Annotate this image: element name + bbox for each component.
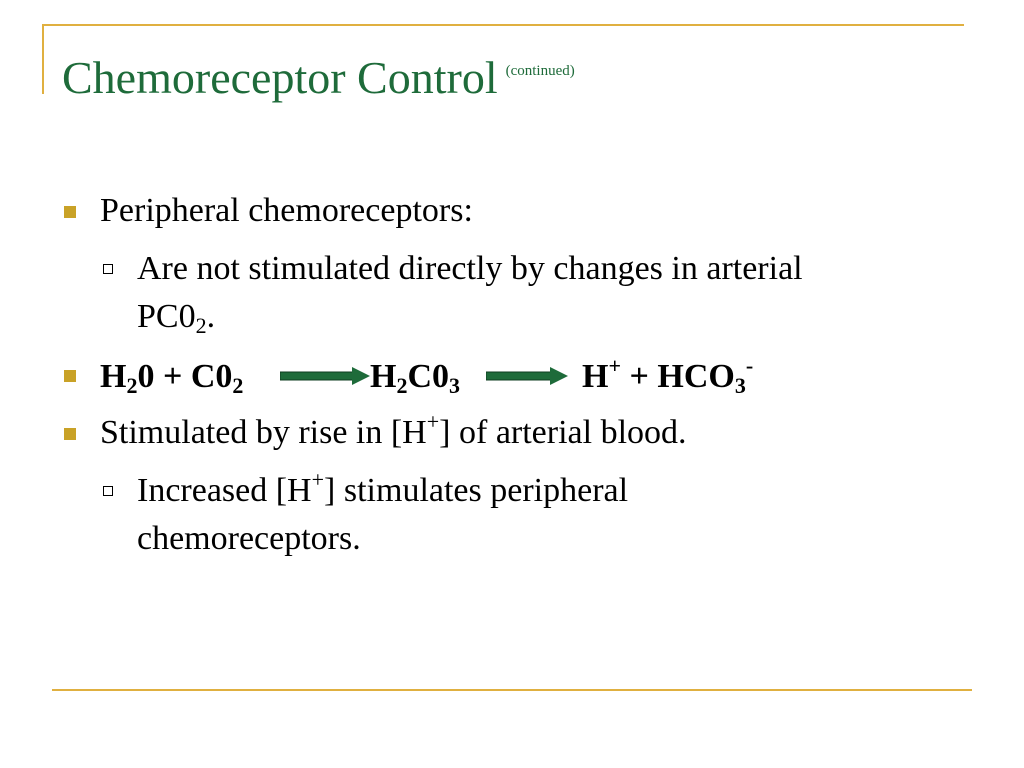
- pco2-period: .: [206, 298, 216, 335]
- eq-h: H: [100, 358, 127, 395]
- bottom-border-line: [52, 689, 972, 691]
- sub-bullet-text-line1: Are not stimulated directly by changes in arterial: [137, 250, 803, 287]
- sub-bullet-increased-line2: chemoreceptors.: [137, 520, 361, 557]
- top-border-line: [42, 24, 964, 26]
- eq-co3: C0: [407, 358, 450, 395]
- eq-hco3-sub: 3: [734, 373, 746, 398]
- sub-bullet-increased-line1: [137, 468, 628, 514]
- eq-h2: H: [370, 358, 397, 395]
- bullet-text-stimulated: [100, 410, 687, 456]
- bullet-square-icon: [64, 206, 76, 218]
- title-continued: (continued): [505, 63, 575, 79]
- left-border-line: [42, 24, 44, 94]
- sub-bullet-hollow-square-icon: [103, 264, 113, 274]
- bullet-text-peripheral: Peripheral chemoreceptors:: [100, 192, 473, 229]
- bullet-square-icon: [64, 370, 76, 382]
- reaction-arrow-icon: [280, 366, 370, 386]
- sub-bullet-text-line2: [137, 294, 215, 340]
- eq-co3-sub: 3: [449, 373, 461, 398]
- sub-bullet-hollow-square-icon: [103, 486, 113, 496]
- eq-co2-sub: 2: [232, 373, 244, 398]
- bullet-square-icon: [64, 428, 76, 440]
- pco2-base: PC0: [137, 298, 196, 335]
- eq-water-co2: 0 + C0: [137, 358, 233, 395]
- b3s-pre: Increased [H: [137, 472, 312, 509]
- title-text: Chemoreceptor Control: [62, 52, 498, 103]
- b3-post: ] of arterial blood.: [439, 414, 687, 451]
- eq-h2-sub: 2: [396, 373, 408, 398]
- eq-h-sub: 2: [126, 373, 138, 398]
- eq-hplus: H: [582, 358, 609, 395]
- pco2-subscript: 2: [195, 313, 207, 338]
- equation-carbonic-acid: [370, 354, 460, 400]
- eq-hplus-sup: +: [608, 353, 621, 378]
- b3s-sup: +: [311, 467, 325, 492]
- eq-hco3-sup: -: [745, 353, 754, 378]
- slide-title: [62, 50, 575, 106]
- equation-reactants: [100, 354, 243, 400]
- b3s-post: ] stimulates peripheral: [324, 472, 629, 509]
- b3-sup: +: [426, 409, 440, 434]
- equation-products: [582, 354, 753, 400]
- b3-pre: Stimulated by rise in [H: [100, 414, 427, 451]
- eq-hco3: + HCO: [621, 358, 735, 395]
- reaction-arrow-icon: [486, 366, 568, 386]
